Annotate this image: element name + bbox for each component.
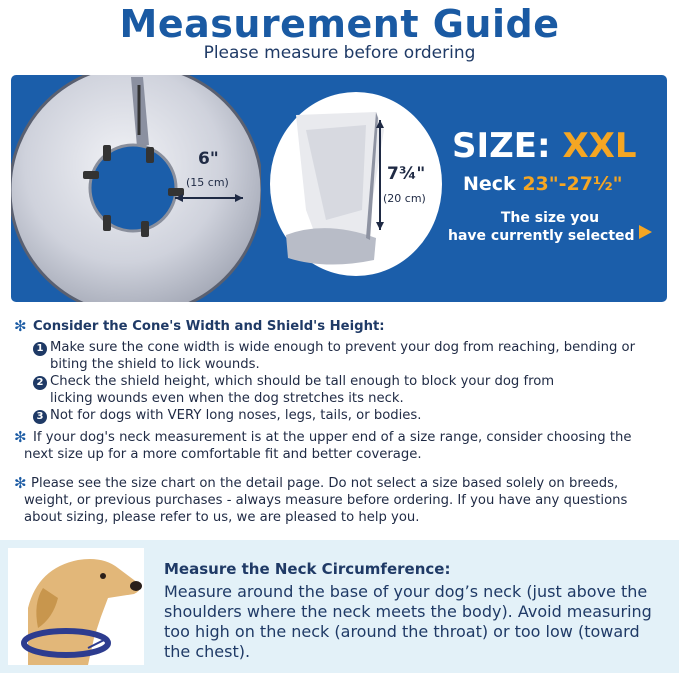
shield-height-metric: (20 cm)	[383, 192, 426, 205]
tip-line-2: next size up for a more comfortable fit and better coverage.	[24, 447, 422, 462]
page-title: Measurement Guide	[119, 2, 560, 46]
number-1-icon: 1	[33, 342, 47, 356]
neck-range: 23"-27½"	[522, 173, 623, 195]
dog-neck-photo	[8, 548, 144, 665]
neck-range-line	[463, 173, 623, 195]
tip-line-1: If your dog's neck measurement is at the upper end of a size range, consider choosing the	[33, 430, 632, 445]
neck-text-line-4: the chest).	[164, 642, 251, 661]
shield-height-value: 7¾"	[387, 164, 426, 184]
shield-illustration	[266, 90, 446, 278]
note-2-line-2: licking wounds even when the dog stretches its neck.	[50, 391, 404, 406]
size-value: XXL	[562, 126, 637, 166]
neck-text-line-1: Measure around the base of your dog’s neck (just above the	[164, 582, 648, 601]
star-icon: ✻	[14, 474, 27, 492]
cone-width-value: 6"	[198, 149, 219, 169]
selected-size-note-1: The size you	[500, 210, 600, 226]
notes-heading: Consider the Cone's Width and Shield's Height:	[33, 319, 385, 334]
cone-width-metric: (15 cm)	[186, 176, 229, 189]
note-2-line-1: Check the shield height, which should be tall enough to block your dog from	[50, 374, 555, 389]
size-prefix: SIZE:	[452, 126, 563, 166]
number-2-icon: 2	[33, 376, 47, 390]
chart-note-line-1: Please see the size chart on the detail page. Do not select a size based solely on breeds,	[31, 476, 619, 491]
neck-text-line-2: shoulders where the neck meets the body). Avoid measuring	[164, 602, 652, 621]
number-3-icon: 3	[33, 410, 47, 424]
page-subtitle: Please measure before ordering	[203, 43, 476, 63]
chart-note-line-3: about sizing, please refer to us, we are pleased to help you.	[24, 510, 420, 525]
play-arrow-icon	[637, 224, 653, 240]
neck-prefix: Neck	[463, 173, 523, 195]
note-3-line-1: Not for dogs with VERY long noses, legs, tails, or bodies.	[50, 408, 422, 423]
selected-size-note-2: have currently selected	[448, 228, 635, 244]
neck-heading: Measure the Neck Circumference:	[164, 560, 451, 578]
note-1-line-1: Make sure the cone width is wide enough to prevent your dog from reaching, bending or	[50, 340, 636, 355]
neck-text-line-3: too high on the neck (around the throat) or too low (toward	[164, 622, 640, 641]
size-label	[452, 126, 637, 166]
note-1-line-2: biting the shield to lick wounds.	[50, 357, 260, 372]
star-icon: ✻	[14, 317, 27, 335]
star-icon: ✻	[14, 428, 27, 446]
chart-note-line-2: weight, or previous purchases - always measure before ordering. If you have any questions	[24, 493, 628, 508]
